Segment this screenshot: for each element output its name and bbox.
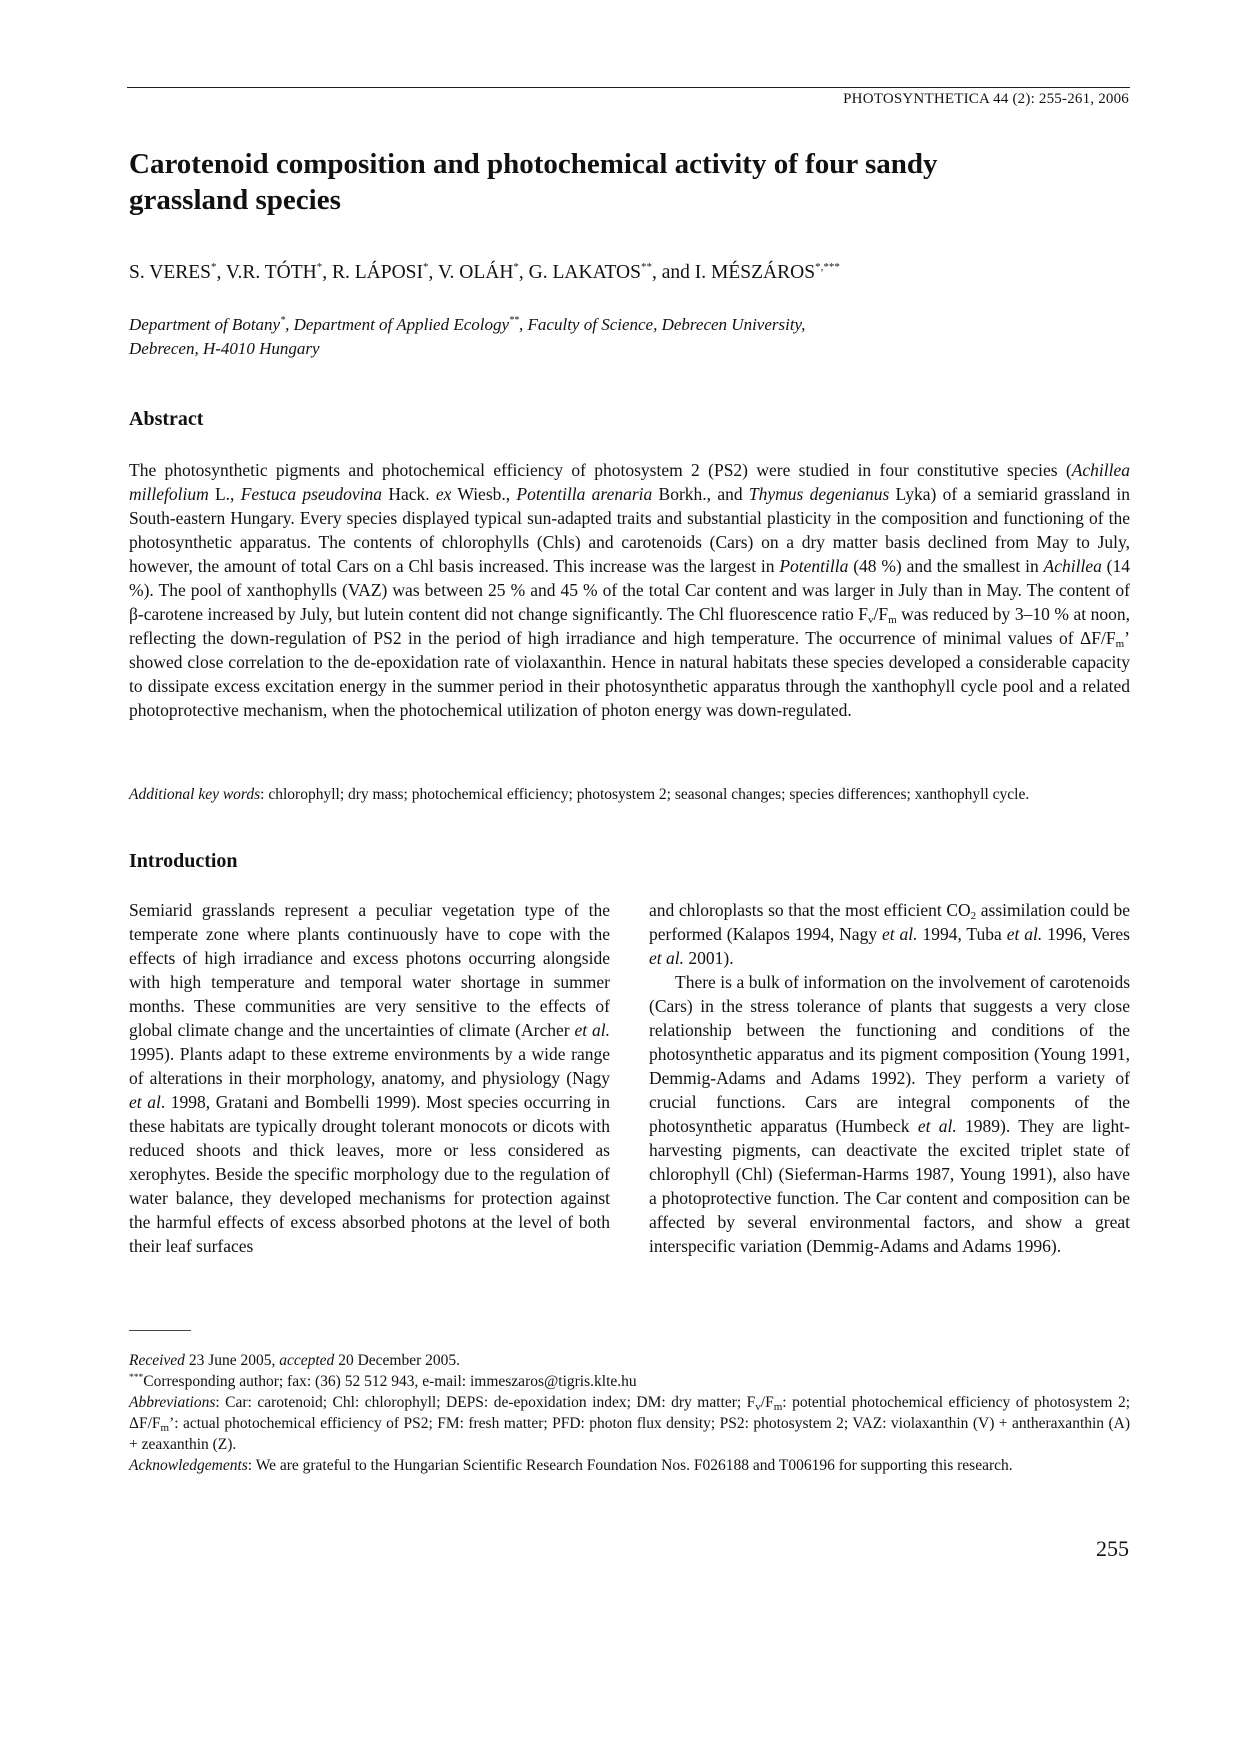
author-mark: ** <box>641 261 652 273</box>
received-note: Received 23 June 2005, accepted 20 December 2005. <box>129 1352 460 1369</box>
author-mark: * <box>423 261 429 273</box>
author-separator: , <box>216 262 226 283</box>
introduction-heading: Introduction <box>129 850 238 872</box>
affiliation-city: Debrecen, H-4010 Hungary <box>129 339 320 358</box>
author-list <box>129 262 840 284</box>
paragraph: There is a bulk of information on the involvement of carotenoids (Cars) in the stress tolerance of plants that suggests a very close relationship between the functioning and conditions of the photosynthetic apparatus and its pigment composition (Young 1991, Demmig-Adams and Adams 1992). They perform a variety of crucial functions. Cars are integral components of the photosynthetic apparatus (Humbeck et al. 1989). They are light-harvesting pigments, can deactivate the excited triplet state of chlorophyll (Chl) (Sieferman-Harms 1987, Young 1991), also have a photoprotective function. The Car content and composition can be affected by several environmental factors, and show a great interspecific variation (Demmig-Adams and Adams 1996). <box>649 972 1130 1256</box>
keywords-label: Additional key words <box>129 786 261 803</box>
affiliation-mark: ** <box>509 315 520 326</box>
paragraph: Semiarid grasslands represent a peculiar vegetation type of the temperate zone where plants continuously have to cope with the effects of high irradiance and excess photons occurring alongside with high temperature and temporal water shortage in summer months. These communities are very sensitive to the effects of global climate change and the uncertainties of climate (Archer et al. 1995). Plants adapt to these extreme environments by a wide range of alterations in their morphology, anatomy, and physiology (Nagy et al. 1998, Gratani and Bombelli 1999). Most species occurring in these habitats are typically drought tolerant monocots or dicots with reduced shoots and thick leaves, more or less considered as xerophytes. Beside the specific morphology due to the regulation of water balance, they developed mechanisms for protection against the harmful effects of excess absorbed photons at the level of both their leaf surfaces <box>129 900 611 1256</box>
abbreviations-note: Abbreviations: Car: carotenoid; Chl: chlorophyll; DEPS: de-epoxidation index; DM: dry matter; $F_v/F_m$: potential photochemical efficiency of photosystem 2; $\Delta F/F_m$’: actual photochemical efficiency of PS2; FM: fresh matter; PFD: photon flux density; PS2: photosystem 2; VAZ: violaxanthin (V) + antheraxanthin (A) + zeaxanthin (Z). <box>129 1394 1130 1453</box>
keywords <box>129 784 1130 805</box>
affiliation <box>129 313 1029 361</box>
introduction-right-column <box>649 898 1130 1258</box>
footnotes <box>129 1350 1130 1476</box>
author-mark: * <box>316 261 323 273</box>
author-name: V.R. TÓTH <box>225 262 317 283</box>
footnote-rule <box>129 1330 191 1331</box>
author-separator: , <box>518 262 529 283</box>
journal-reference: PHOTOSYNTHETICA 44 (2): 255-261, 2006 <box>843 91 1129 107</box>
affiliation-dept: Department of Botany <box>129 315 281 334</box>
author-separator: , and <box>652 262 695 283</box>
author-mark: * <box>211 261 217 273</box>
acknowledgements-note: Acknowledgements: We are grateful to the Hungarian Scientific Research Foundation Nos. F026188 and T006196 for supporting this research. <box>129 1457 1013 1474</box>
author-separator: , <box>322 262 332 283</box>
affiliation-institution: , Faculty of Science, Debrecen University, <box>519 315 806 334</box>
affiliation-dept: , Department of Applied Ecology <box>285 315 510 334</box>
corresponding-author-note: ***Corresponding author; fax: (36) 52 512 943, e-mail: immeszaros@tigris.klte.hu <box>129 1373 637 1390</box>
article-title: Carotenoid composition and photochemical activity of four sandy grassland species <box>129 148 938 216</box>
abstract-text: The photosynthetic pigments and photochemical efficiency of photosystem 2 (PS2) were studied in four constitutive species (Achillea millefolium L., Festuca pseudovina Hack. ex Wiesb., Potentilla arenaria Borkh., and Thymus degenianus Lyka) of a semiarid grassland in South-eastern Hungary. Every species displayed typical sun-adapted traits and substantial plasticity in the composition and functioning of the photosynthetic apparatus. The contents of chlorophylls (Chls) and carotenoids (Cars) on a dry matter basis declined from May to July, however, the amount of total Cars on a Chl basis increased. This increase was the largest in Potentilla (48 %) and the smallest in Achillea (14 %). The pool of xanthophylls (VAZ) was between 25 % and 45 % of the total Car content and was larger in July than in May. The content of β-carotene increased by July, but lutein content did not change significantly. The Chl fluorescence ratio $F_v/F_m$ was reduced by 3–10 % at noon, reflecting the down-regulation of PS2 in the period of high irradiance and high temperature. The occurrence of minimal values of $\Delta F/F_m$’ showed close correlation to the de-epoxidation rate of violaxanthin. Hence in natural habitats these species developed a considerable capacity to dissipate excess excitation energy in the summer period in their photosynthetic apparatus through the xanthophyll cycle pool and a related photoprotective mechanism, when the photochemical utilization of photon energy was down-regulated. <box>129 460 1131 720</box>
introduction-left-column <box>129 898 610 1258</box>
abstract-heading: Abstract <box>129 408 204 430</box>
author-name: I. MÉSZÁROS <box>694 262 816 283</box>
keywords-list: : chlorophyll; dry mass; photochemical efficiency; photosystem 2; seasonal changes; species differences; xanthophyll cycle. <box>260 786 1030 803</box>
author-name: G. LAKATOS <box>528 262 641 283</box>
author-name: V. OLÁH <box>437 262 514 283</box>
author-name: R. LÁPOSI <box>332 262 424 283</box>
page-number: 255 <box>1096 1536 1129 1561</box>
author-name: S. VERES <box>129 262 211 283</box>
author-separator: , <box>428 262 438 283</box>
header-rule <box>127 87 1130 88</box>
affiliation-mark: * <box>280 315 286 326</box>
author-mark: *,*** <box>815 261 840 273</box>
paragraph: and chloroplasts so that the most efficient $CO_2$ assimilation could be performed (Kalapos 1994, Nagy et al. 1994, Tuba et al. 1996, Veres et al. 2001). <box>649 900 1130 968</box>
author-mark: * <box>513 261 519 273</box>
